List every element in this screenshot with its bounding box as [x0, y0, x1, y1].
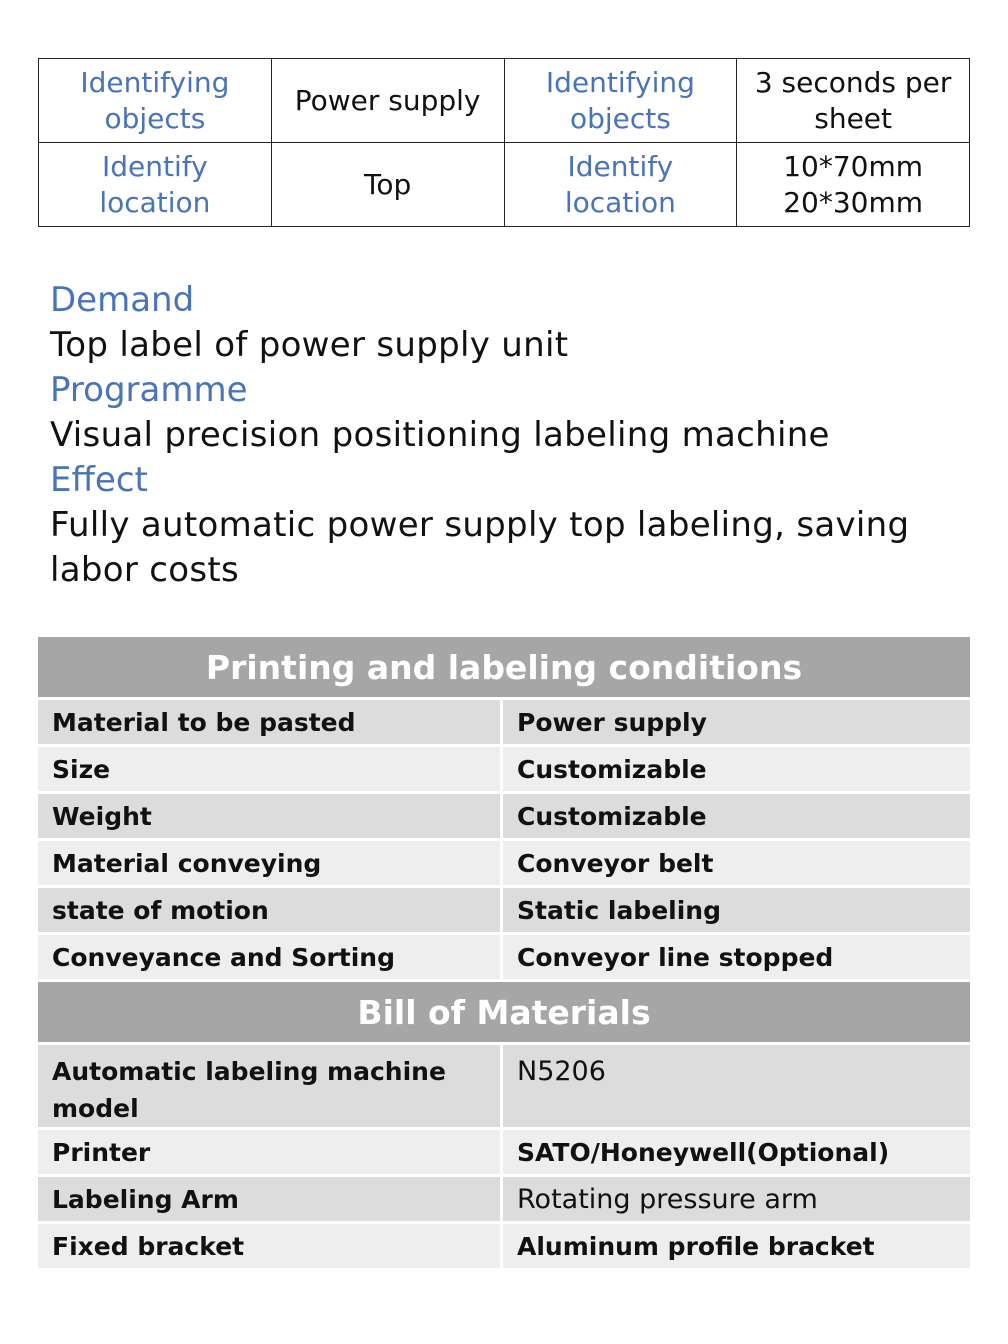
table-row	[38, 1224, 970, 1271]
info-label-identifying-objects-2: Identifying objects	[504, 59, 737, 143]
info-row	[39, 143, 970, 227]
info-value-speed: 3 seconds per sheet	[737, 59, 970, 143]
effect-text: Fully automatic power supply top labeling, saving labor costs	[50, 505, 910, 590]
condition-value: Customizable	[503, 794, 970, 841]
table-row	[38, 747, 970, 794]
conditions-header	[38, 637, 970, 700]
demand-text: Top label of power supply unit	[50, 325, 569, 365]
info-table	[38, 58, 970, 227]
conditions-table	[38, 637, 970, 1271]
info-value-object: Power supply	[271, 59, 504, 143]
bom-value: Rotating pressure arm	[503, 1177, 970, 1224]
bom-title: Bill of Materials	[38, 982, 970, 1045]
table-row	[38, 1045, 970, 1130]
info-label-identify-location-2: Identify location	[504, 143, 737, 227]
info-row	[39, 59, 970, 143]
info-label-identify-location: Identify location	[39, 143, 272, 227]
bom-key: Labeling Arm	[38, 1177, 503, 1224]
condition-value: Conveyor line stopped	[503, 935, 970, 982]
table-row	[38, 1130, 970, 1177]
bom-value: Aluminum profile bracket	[503, 1224, 970, 1271]
condition-key: Size	[38, 747, 503, 794]
programme-heading: Programme	[50, 370, 248, 410]
condition-value: Static labeling	[503, 888, 970, 935]
condition-value: Conveyor belt	[503, 841, 970, 888]
bom-header	[38, 982, 970, 1045]
table-row	[38, 841, 970, 888]
demand-heading: Demand	[50, 280, 195, 320]
condition-value: Customizable	[503, 747, 970, 794]
condition-key: Material conveying	[38, 841, 503, 888]
condition-key: Weight	[38, 794, 503, 841]
bom-value: N5206	[503, 1045, 970, 1130]
table-row	[38, 1177, 970, 1224]
programme-text: Visual precision positioning labeling machine	[50, 415, 830, 455]
table-row	[38, 794, 970, 841]
info-value-location: Top	[271, 143, 504, 227]
condition-key: state of motion	[38, 888, 503, 935]
table-row	[38, 888, 970, 935]
info-value-label-sizes	[737, 143, 970, 227]
bom-key: Fixed bracket	[38, 1224, 503, 1271]
label-size-2: 20*30mm	[783, 185, 924, 219]
effect-heading: Effect	[50, 460, 148, 500]
conditions-title: Printing and labeling conditions	[38, 637, 970, 700]
table-row	[38, 700, 970, 747]
info-label-identifying-objects: Identifying objects	[39, 59, 272, 143]
condition-value: Power supply	[503, 700, 970, 747]
table-row	[38, 935, 970, 982]
bom-key: Printer	[38, 1130, 503, 1177]
description-block	[50, 278, 970, 593]
bom-key: Automatic labeling machine model	[38, 1045, 503, 1130]
condition-key: Material to be pasted	[38, 700, 503, 747]
label-size-1: 10*70mm	[783, 149, 924, 183]
condition-key: Conveyance and Sorting	[38, 935, 503, 982]
bom-value: SATO/Honeywell(Optional)	[503, 1130, 970, 1177]
